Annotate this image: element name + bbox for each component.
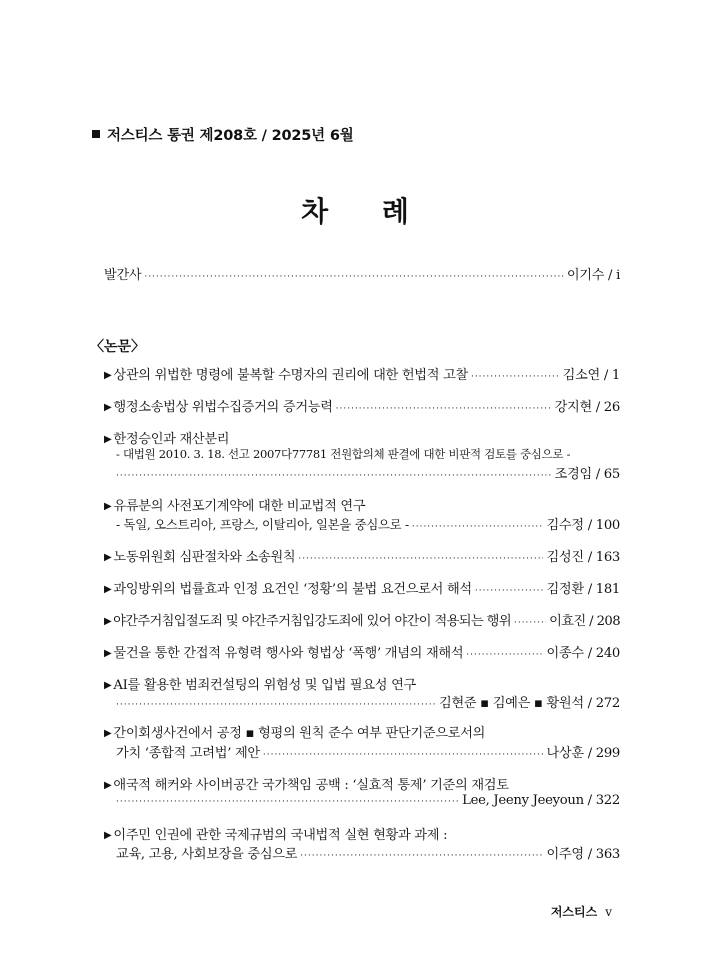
dot-leader [466,650,543,660]
dot-leader [116,797,459,807]
dot-leader [116,700,436,710]
triangle-bullet-icon: ▶ [104,680,112,691]
toc-entry-leader-line[interactable] [116,742,620,761]
toc-entry-title-line[interactable] [104,722,485,741]
entry-subtitle: - 독일, 오스트리아, 프랑스, 이탈리아, 일본을 중심으로 - [116,517,409,532]
triangle-bullet-icon: ▶ [104,552,112,563]
toc-entry[interactable] [104,364,620,383]
toc-entry-title-line[interactable] [104,428,229,447]
entry-subtitle: - 대법원 2010. 3. 18. 선고 2007다77781 전원합의체 판결에 대한 비판적 검토를 중심으로 - [116,447,571,461]
dot-leader [336,404,552,414]
entry-title: 행정소송법상 위법수집증거의 증거능력 [113,400,333,415]
triangle-bullet-icon: ▶ [104,780,112,791]
toc-entry-leader-line[interactable] [116,463,620,482]
publisher-note-entry[interactable] [104,264,620,283]
entry-author-page: 조경임 / 65 [554,467,620,482]
entry-title-continued: 가치 ‘종합적 고려법’ 제안 [116,746,260,761]
toc-entry-leader-line[interactable] [116,843,620,862]
triangle-bullet-icon: ▶ [104,648,112,659]
triangle-bullet-icon: ▶ [104,501,112,512]
entry-title: 물건을 통한 간접적 유형력 행사와 형법상 ‘폭행’ 개념의 재해석 [113,646,464,661]
footer-journal: 저스티스 [550,905,598,919]
entry-title: 과잉방위의 법률효과 인정 요건인 ‘정황’의 불법 요건으로서 해석 [113,582,472,597]
entry-author-page: 이종수 / 240 [546,646,620,661]
toc-entry-title-line[interactable] [104,824,447,843]
toc-entry[interactable] [104,578,620,597]
entry-title: 애국적 해커와 사이버공간 국가책임 공백 : ‘실효적 통제’ 기준의 재검토 [113,778,509,793]
dot-leader [471,372,560,382]
toc-entry[interactable] [104,396,620,415]
entry-author-page: 이주영 / 363 [546,847,620,862]
entry-title: 간이회생사건에서 공정 ▪ 형평의 원칙 준수 여부 판단기준으로서의 [113,726,486,741]
square-bullet-icon [92,130,100,138]
entry-author-page: 강지현 / 26 [554,400,620,415]
triangle-bullet-icon: ▶ [104,370,112,381]
entry-author-page: 김성진 / 163 [546,550,620,565]
toc-entry[interactable] [104,610,620,629]
dot-leader [116,471,552,481]
entry-author-page: 김현준 ▪ 김예은 ▪ 황원석 / 272 [439,696,620,711]
entry-author-page: 이효진 / 208 [549,614,620,629]
entry-author-page: 김수정 / 100 [546,518,620,533]
dot-leader [300,851,543,861]
page-title: 차 례 [301,195,431,228]
dot-leader [144,272,564,282]
dot-leader [263,750,544,760]
triangle-bullet-icon: ▶ [104,402,112,413]
entry-title: 한정승인과 재산분리 [113,432,230,447]
toc-entry[interactable] [104,546,620,565]
triangle-bullet-icon: ▶ [104,616,112,627]
triangle-bullet-icon: ▶ [104,434,112,445]
dot-leader [514,618,546,628]
toc-entry[interactable] [104,642,620,661]
entry-title: 유류분의 사전포기계약에 대한 비교법적 연구 [113,499,366,514]
journal-issue-label: 저스티스 통권 제208호 / 2025년 6월 [107,128,354,144]
entry-title: 노동위원회 심판절차와 소송원칙 [113,550,296,565]
entry-title-continued: 교육, 고용, 사회보장을 중심으로 [116,847,298,862]
entry-author-page: Lee, Jeeny Jeeyoun / 322 [462,793,620,808]
dot-leader [475,586,544,596]
triangle-bullet-icon: ▶ [104,584,112,595]
toc-entry-leader-line[interactable] [116,514,620,533]
entry-title: 발간사 [104,268,142,283]
entry-title: AI를 활용한 범죄컨설팅의 위험성 및 입법 필요성 연구 [113,678,416,693]
entry-author-page: 김정환 / 181 [546,582,620,597]
dot-leader [298,554,543,564]
footer-page-number: v [605,905,612,919]
triangle-bullet-icon: ▶ [104,830,112,841]
toc-entry-leader-line[interactable] [116,793,620,808]
toc-entry-title-line[interactable] [104,674,416,693]
entry-author-page: 이기수 / i [566,268,620,283]
toc-entry-title-line[interactable] [104,774,509,793]
entry-author-page: 김소연 / 1 [562,368,620,383]
section-label: 〈논문〉 [90,339,146,355]
dot-leader [412,522,544,532]
journal-header [92,124,354,145]
entry-title: 이주민 인권에 관한 국제규범의 국내법적 실현 현황과 과제 : [113,828,448,843]
triangle-bullet-icon: ▶ [104,728,112,739]
entry-author-page: 나상훈 / 299 [546,746,620,761]
entry-title: 야간주거침입절도죄 및 야간주거침입강도죄에 있어 야간이 적용되는 행위 [113,614,511,629]
entry-title: 상관의 위법한 명령에 불복할 수명자의 권리에 대한 헌법적 고찰 [113,368,468,383]
toc-entry-leader-line[interactable] [116,692,620,711]
page-footer [551,903,612,920]
toc-entry-title-line[interactable] [104,495,365,514]
